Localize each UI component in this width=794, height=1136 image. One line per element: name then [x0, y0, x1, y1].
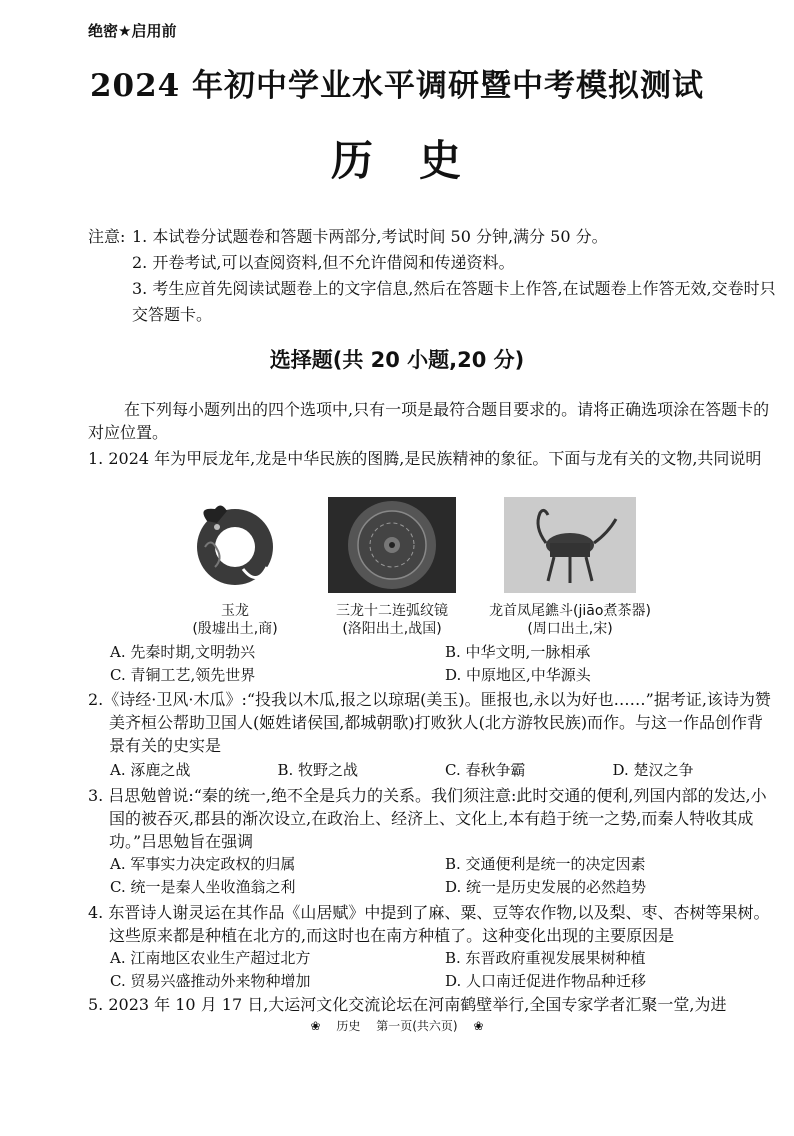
- confidential-mark: 绝密★启用前: [88, 22, 177, 40]
- option-a: A. 先秦时期,文明勃兴: [110, 643, 256, 661]
- bronze-mirror-icon: [328, 497, 456, 593]
- option-d: D. 中原地区,中华源头: [445, 666, 591, 684]
- option-a: A. 江南地区农业生产超过北方: [110, 949, 311, 967]
- footer-subject: 历史: [336, 1019, 361, 1033]
- figure-source: (洛阳出土,战国): [342, 621, 442, 637]
- section-title: 选择题(共 20 小题,20 分): [269, 348, 525, 372]
- section-intro: 在下列每小题列出的四个选项中,只有一项是最符合题目要求的。请将正确选项涂在答题卡的对应位置。: [88, 400, 770, 442]
- question-3-options: [110, 853, 780, 899]
- instructions: [88, 224, 778, 328]
- figure-bronze-mirror: [322, 497, 462, 638]
- instruction-item: 2. 开卷考试,可以查阅资料,但不允许借阅和传递资料。: [132, 253, 515, 272]
- page-footer: [0, 1017, 794, 1034]
- question-3-stem: 3. 吕思勉曾说:“秦的统一,绝不全是兵力的关系。我们须注意:此时交通的便利,列国内部的发达,小国的被吞灭,郡县的渐次设立,在政治上、经济上、文化上,本有趋于统一之势,而秦人特收其成功。”吕思勉旨在强调: [88, 786, 767, 851]
- option-c: C. 统一是秦人坐收渔翁之利: [110, 878, 296, 896]
- option-b: B. 交通便利是统一的决定因素: [445, 855, 646, 873]
- jade-dragon-icon: [187, 497, 283, 593]
- question-2-stem: 2.《诗经·卫风·木瓜》:“投我以木瓜,报之以琼琚(美玉)。匪报也,永以为好也……”据考证,该诗为赞美齐桓公帮助卫国人(姬姓诸侯国,都城朝歌)打败狄人(北方游牧民族)而作。与这一作品创作背景有关的史实是: [88, 690, 771, 755]
- subject-char-1: 历: [330, 136, 375, 185]
- figure-source: (殷墟出土,商): [192, 621, 278, 637]
- figure-jade-dragon: [180, 497, 290, 638]
- option-b: B. 东晋政府重视发展果树种植: [445, 949, 646, 967]
- question-4-stem: 4. 东晋诗人谢灵运在其作品《山居赋》中提到了麻、粟、豆等农作物,以及梨、枣、杏树等果树。这些原来都是种植在北方的,而这时也在南方种植了。这种变化出现的主要原因是: [88, 903, 770, 945]
- option-c: C. 春秋争霸: [445, 761, 526, 779]
- instructions-prefix: 注意:: [88, 227, 126, 246]
- option-d: D. 人口南迁促进作物品种迁移: [445, 972, 647, 990]
- question-1-options: [110, 641, 780, 687]
- footer-page-number: 第一页(共六页): [376, 1019, 458, 1033]
- instruction-item: 3. 考生应首先阅读试题卷上的文字信息,然后在答题卡上作答,在试题卷上作答无效,交卷时只交答题卡。: [132, 279, 776, 324]
- question-1-stem: 1. 2024 年为甲辰龙年,龙是中华民族的图腾,是民族精神的象征。下面与龙有关的文物,共同说明: [88, 449, 762, 468]
- subject-char-2: 史: [419, 136, 464, 185]
- option-d: D. 统一是历史发展的必然趋势: [445, 878, 647, 896]
- option-c: C. 青铜工艺,领先世界: [110, 666, 256, 684]
- tripod-vessel-icon: [504, 497, 636, 593]
- exam-title: 2024 年初中学业水平调研暨中考模拟测试: [89, 68, 705, 104]
- option-b: B. 牧野之战: [277, 761, 359, 779]
- footer-decor-left: ❀: [310, 1019, 321, 1033]
- figure-caption: 玉龙: [221, 603, 249, 619]
- question-4-options: [110, 947, 780, 993]
- figure-caption: 三龙十二连弧纹镜: [336, 603, 448, 619]
- footer-decor-right: ❀: [473, 1019, 484, 1033]
- figure-caption: 龙首凤尾鐎斗(jiāo煮茶器): [489, 603, 651, 619]
- option-c: C. 贸易兴盛推动外来物种增加: [110, 972, 311, 990]
- question-5-stem: 5. 2023 年 10 月 17 日,大运河文化交流论坛在河南鹤壁举行,全国专家学者汇聚一堂,为进: [88, 995, 727, 1014]
- option-a: A. 涿鹿之战: [110, 761, 191, 779]
- option-a: A. 军事实力决定政权的归属: [110, 855, 296, 873]
- question-2-options: [110, 759, 780, 782]
- subject-title: [0, 128, 794, 188]
- figure-tripod-vessel: [480, 497, 660, 638]
- figure-source: (周口出土,宋): [527, 621, 613, 637]
- instruction-item: 1. 本试卷分试题卷和答题卡两部分,考试时间 50 分钟,满分 50 分。: [132, 227, 608, 246]
- option-b: B. 中华文明,一脉相承: [445, 643, 591, 661]
- option-d: D. 楚汉之争: [612, 761, 694, 779]
